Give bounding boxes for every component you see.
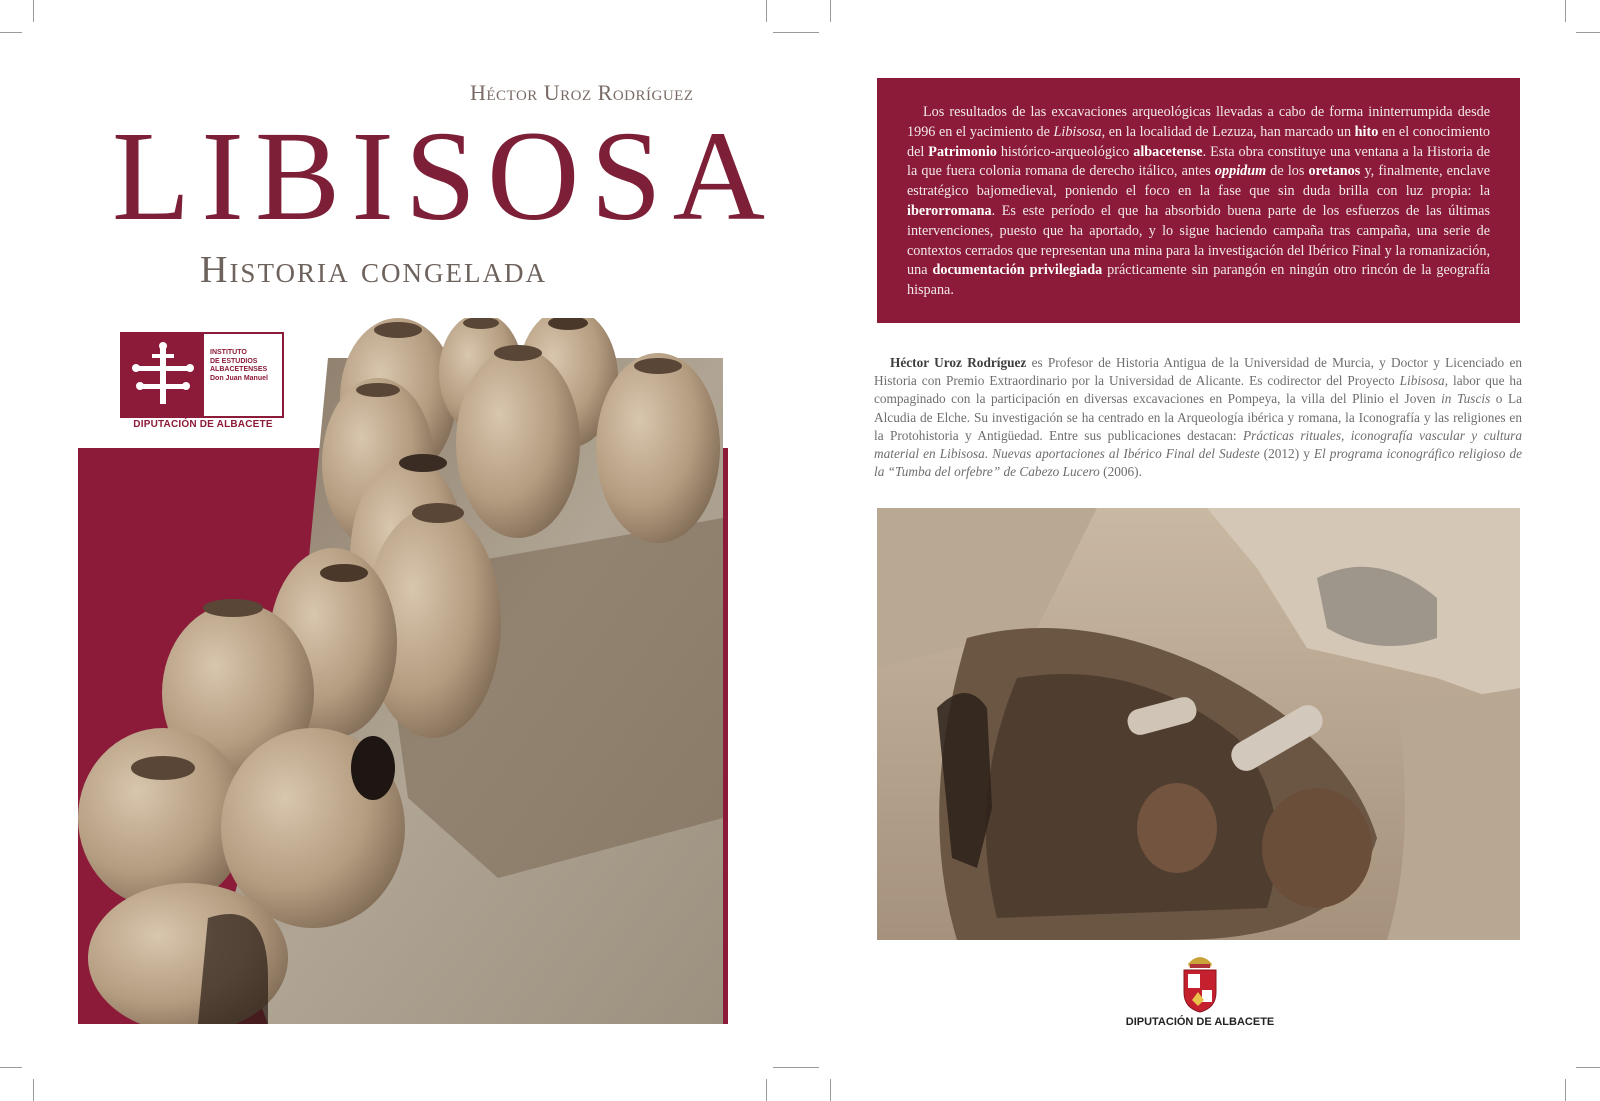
cover-author: Héctor Uroz Rodríguez xyxy=(470,80,694,105)
crop-mark xyxy=(766,0,767,22)
crop-mark xyxy=(830,1079,831,1101)
crop-mark xyxy=(1576,1067,1600,1068)
crop-mark xyxy=(773,32,819,33)
crop-mark xyxy=(33,0,34,22)
book-title: LIBISOSA xyxy=(112,105,777,247)
crop-mark xyxy=(773,1067,819,1068)
crop-mark xyxy=(33,1079,34,1101)
crop-mark xyxy=(766,1079,767,1101)
crop-mark xyxy=(0,32,22,33)
crop-mark xyxy=(1565,0,1566,22)
crop-mark xyxy=(0,1067,22,1068)
institute-logo xyxy=(120,332,284,418)
crop-mark xyxy=(1576,32,1600,33)
crop-mark xyxy=(1565,1079,1566,1101)
cross-emblem-icon xyxy=(122,334,204,416)
institute-name: INSTITUTO DE ESTUDIOS ALBACETENSES Don Juan Manuel xyxy=(210,349,268,382)
publisher-name-front: DIPUTACIÓN DE ALBACETE xyxy=(133,419,273,430)
author-bio: Héctor Uroz Rodríguez es Profesor de Historia Antigua de la Universidad de Murcia, y Doctor y Licenciado en Historia con Premio Extraordinario por la Universidad de Alicante. Es codirector del Proyecto Libisosa, labor que ha compaginado con la participación en diversas excavaciones en Pompeya, la villa del Plinio el Joven in Tuscis o La Alcudia de Elche. Su investigación se ha centrado en la Arqueología ibérica y romana, la Iconografía y las religiones en la Protohistoria y Antigüedad. Entre sus publicaciones destacan: Prácticas rituales, iconografía vascular y cultura material en Libisosa. Nuevas aportaciones al Ibérico Final del Sudeste (2012) y El programa iconográfico religioso de la “Tumba del orfebre” de Cabezo Lucero (2006). xyxy=(874,355,1523,480)
coat-of-arms-icon xyxy=(1180,950,1220,1014)
synopsis-panel xyxy=(877,78,1520,323)
excavation-photo xyxy=(877,508,1520,940)
synopsis-text: Los resultados de las excavaciones arqueológicas llevadas a cabo de forma ininterrumpida desde 1996 en el yacimiento de Libisosa, en la localidad de Lezuza, han marcado un hito en el conocimiento del Patrimonio histórico-arqueológico albacetense. Esta obra constituye una ventana a la Historia de la que fuera colonia romana de derecho itálico, antes oppidum de los oretanos y, finalmente, enclave estratégico bajomedieval, poniendo el foco en la fase que sin duda brilla con luz propia: la iberorromana. Es este período el que ha absorbido buena parte de los esfuerzos de las últimas intervenciones, puesto que ha aportado, y lo sigue haciendo campaña tras campaña, una serie de contextos cerrados que representan una mina para la investigación del Ibérico Final y la romanización, una documentación privilegiada prácticamente sin parangón en ningún otro rincón de la geografía hispana. xyxy=(907,104,1490,299)
crop-mark xyxy=(830,0,831,22)
book-subtitle: Historia congelada xyxy=(200,249,547,291)
publisher-name-back: DIPUTACIÓN DE ALBACETE xyxy=(1125,1016,1275,1028)
